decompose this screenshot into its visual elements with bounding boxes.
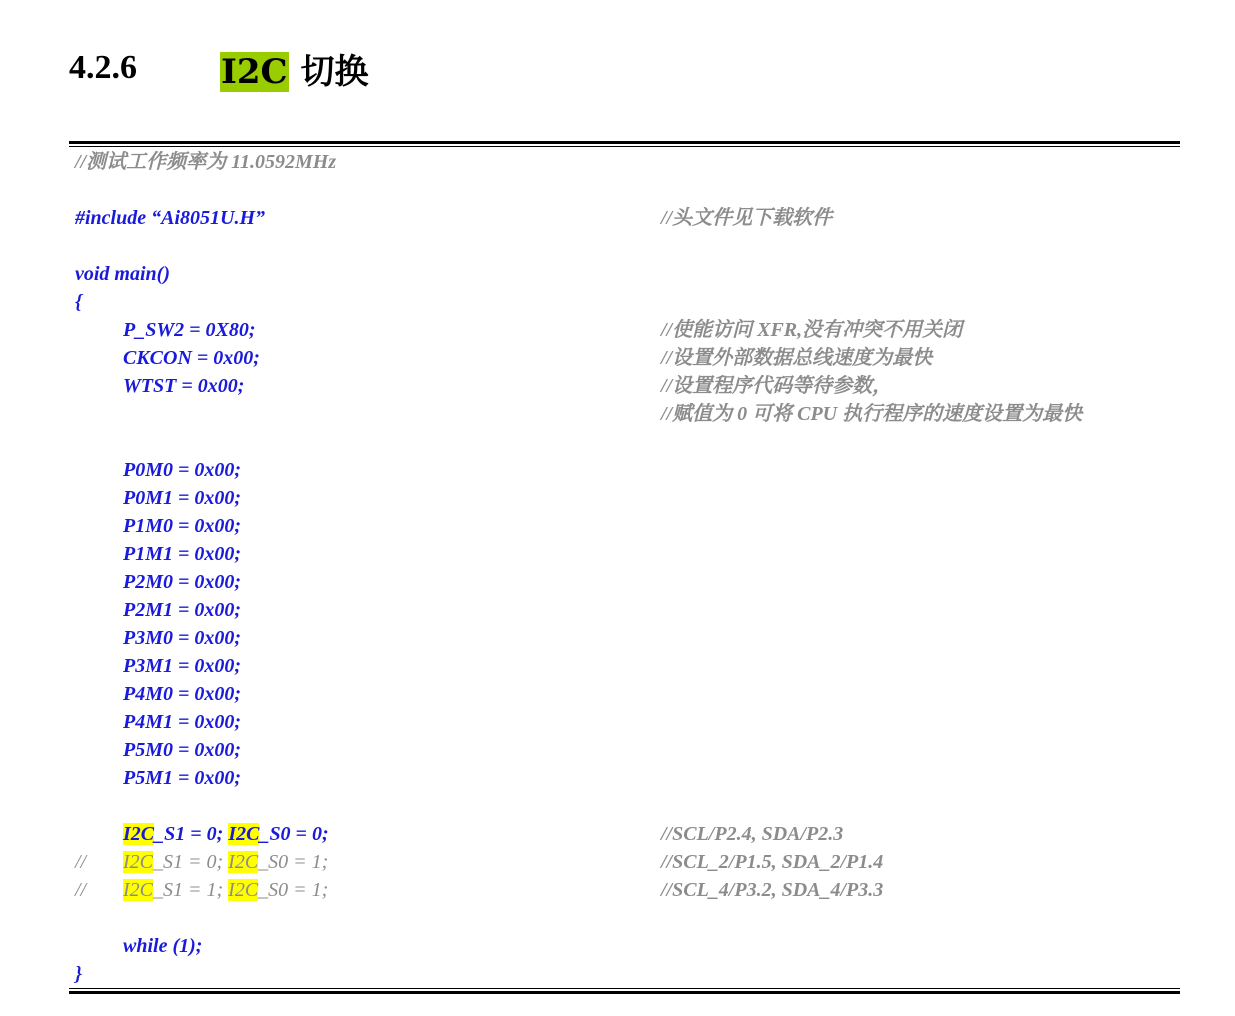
i2c-keyword: I2C bbox=[228, 823, 260, 845]
i2c-keyword: I2C bbox=[228, 879, 259, 901]
port-line: P2M0 = 0x00; bbox=[123, 571, 242, 593]
port-line: P2M1 = 0x00; bbox=[123, 599, 242, 621]
i2c-keyword: I2C bbox=[123, 823, 155, 845]
section-heading bbox=[69, 44, 368, 92]
i2c-select-line-2: // I2C_S1 = 0; I2C_S0 = 1; bbox=[75, 851, 329, 873]
port-line: P5M0 = 0x00; bbox=[123, 739, 242, 761]
ckcon-comment: //设置外部数据总线速度为最快 bbox=[661, 347, 933, 369]
section-number: 4.2.6 bbox=[69, 49, 137, 86]
port-line: P5M1 = 0x00; bbox=[123, 767, 242, 789]
port-line: P3M1 = 0x00; bbox=[123, 655, 242, 677]
i2c-select-line-3: // I2C_S1 = 1; I2C_S0 = 1; bbox=[75, 879, 329, 901]
p-sw2-comment: //使能访问 XFR,没有冲突不用关闭 bbox=[661, 319, 963, 341]
include-line: #include “Ai8051U.H” bbox=[75, 207, 266, 229]
port-line: P0M0 = 0x00; bbox=[123, 459, 242, 481]
main-signature: void main() bbox=[75, 263, 170, 285]
section-title bbox=[220, 44, 368, 93]
i2c-select-comment-1: //SCL/P2.4, SDA/P2.3 bbox=[661, 823, 844, 845]
wtst-comment: //设置程序代码等待参数， bbox=[661, 375, 893, 397]
wtst-comment-2: //赋值为 0 可将 CPU 执行程序的速度设置为最快 bbox=[661, 403, 1083, 425]
include-comment: //头文件见下载软件 bbox=[661, 207, 833, 229]
section-title-rest: 切换 bbox=[288, 51, 369, 92]
i2c-select-comment-3: //SCL_4/P3.2, SDA_4/P3.3 bbox=[661, 879, 884, 901]
i2c-keyword: I2C bbox=[123, 851, 153, 873]
header-comment: //测试工作频率为 11.0592MHz bbox=[75, 151, 337, 173]
code-block-top-rule bbox=[69, 141, 1180, 147]
i2c-keyword: I2C bbox=[228, 851, 259, 873]
section-title-keyword: I2C bbox=[221, 51, 288, 92]
while-line: while (1); bbox=[123, 935, 203, 957]
close-brace: } bbox=[75, 963, 82, 985]
port-line: P1M0 = 0x00; bbox=[123, 515, 242, 537]
port-line: P4M1 = 0x00; bbox=[123, 711, 242, 733]
port-line: P0M1 = 0x00; bbox=[123, 487, 242, 509]
wtst-line: WTST = 0x00; bbox=[123, 375, 245, 397]
port-line: P1M1 = 0x00; bbox=[123, 543, 242, 565]
ckcon-line: CKCON = 0x00; bbox=[123, 347, 260, 369]
p-sw2-line: P_SW2 = 0X80; bbox=[123, 319, 256, 341]
code-block-bottom-rule bbox=[69, 988, 1180, 994]
port-line: P3M0 = 0x00; bbox=[123, 627, 242, 649]
i2c-keyword: I2C bbox=[123, 879, 153, 901]
i2c-select-line-1: I2C_S1 = 0; I2C_S0 = 0; bbox=[123, 823, 329, 845]
port-line: P4M0 = 0x00; bbox=[123, 683, 242, 705]
i2c-select-comment-2: //SCL_2/P1.5, SDA_2/P1.4 bbox=[661, 851, 884, 873]
open-brace: { bbox=[75, 291, 82, 313]
